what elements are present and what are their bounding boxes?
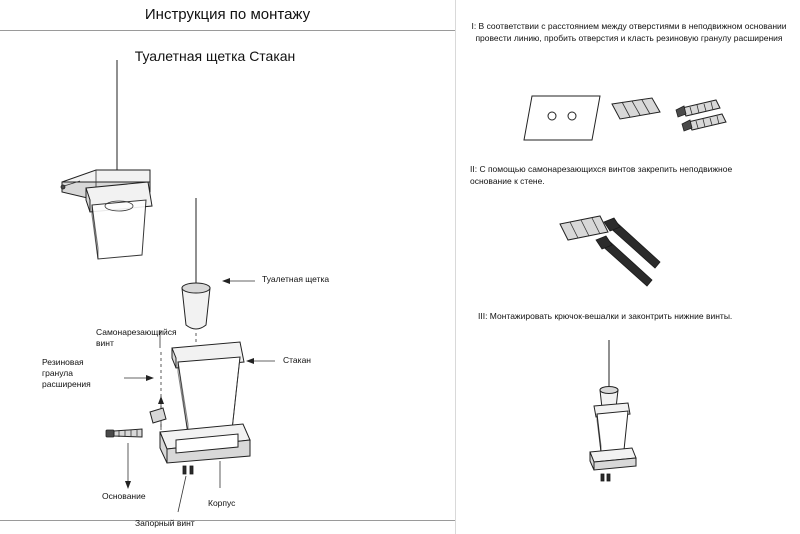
- exploded-anchor: [150, 408, 166, 423]
- locking-screws: [183, 466, 193, 474]
- brush-and-cup-illustration: [106, 198, 275, 512]
- label-self-tapping-screw: Самонарезающийся винт: [96, 327, 177, 348]
- label-cup: Стакан: [283, 355, 311, 365]
- label-body: Корпус: [208, 498, 236, 508]
- step1-parts-illustration: [524, 96, 726, 140]
- page-title: Инструкция по монтажу: [144, 6, 311, 23]
- label-toilet-brush: Туалетная щетка: [262, 274, 330, 284]
- page-subtitle: Туалетная щетка Стакан: [134, 48, 296, 64]
- assembled-unit-illustration: [61, 60, 152, 259]
- label-base: Основание: [102, 491, 146, 501]
- bottom-horizontal-rule: [0, 520, 455, 521]
- label-rubber-expansion-granule: Резиновая гранула расширения: [42, 357, 91, 389]
- step-1-text: I: В соответствии с расстоянием между отверстиями в неподвижном основании провести линию, пробить отверстия и класть резиновую гранулу расширения: [471, 21, 787, 43]
- vertical-divider: [455, 0, 456, 534]
- exploded-screw: [106, 429, 142, 437]
- step-3-text: III: Монтажировать крючок-вешалки и законтрить нижние винты.: [478, 311, 733, 321]
- step3-assembly-illustration: [590, 340, 636, 481]
- step-2-text: II: С помощью самонарезающихся винтов закрепить неподвижное основание к стене.: [470, 164, 733, 186]
- step2-parts-illustration: [560, 216, 660, 286]
- label-locking-screw: Запорный винт: [135, 518, 195, 528]
- top-horizontal-rule: [0, 30, 455, 31]
